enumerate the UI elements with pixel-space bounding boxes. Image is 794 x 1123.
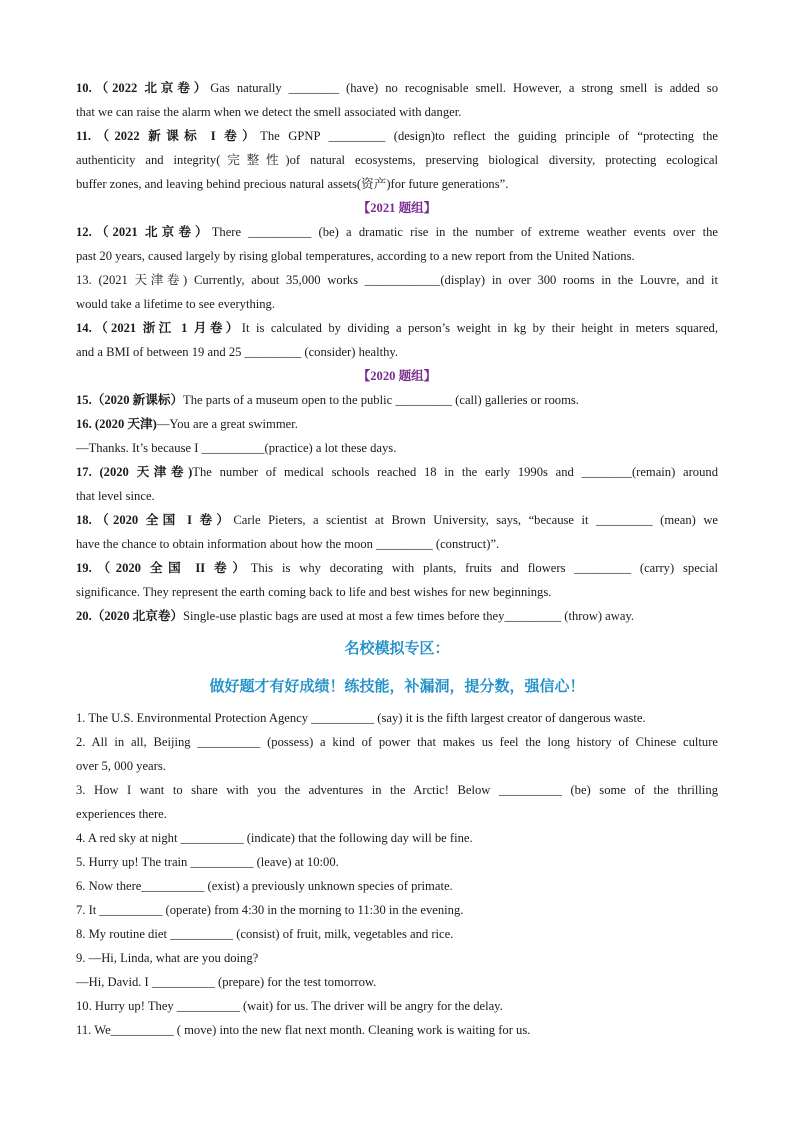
exercise-text: —Hi, David. I __________ (prepare) for the test tomorrow. bbox=[76, 975, 377, 989]
exam-source: 18.（2020 全国 I 卷） bbox=[76, 513, 234, 527]
exercise-line bbox=[76, 412, 718, 436]
exercise-line bbox=[76, 778, 718, 802]
exam-source: 10.（2022 北京卷） bbox=[76, 81, 211, 95]
exercise-line bbox=[76, 340, 718, 364]
exercise-line bbox=[76, 532, 718, 556]
exercise-line bbox=[76, 76, 718, 100]
exercise-line bbox=[76, 436, 718, 460]
exercise-text: 7. It __________ (operate) from 4:30 in the morning to 11:30 in the evening. bbox=[76, 903, 464, 917]
exercise-text: that level since. bbox=[76, 489, 155, 503]
group-heading: 【2020 题组】 bbox=[357, 369, 437, 383]
exercise-line bbox=[76, 172, 718, 196]
exercise-text: 3. How I want to share with you the adventures in the Arctic! Below __________ (be) some of the thrilling bbox=[76, 783, 718, 797]
exercise-line bbox=[76, 730, 718, 754]
exercise-text: that we can raise the alarm when we detect the smell associated with danger. bbox=[76, 105, 462, 119]
document-page bbox=[76, 76, 718, 1042]
exam-source: 17. (2020 天津卷) bbox=[76, 465, 193, 479]
exercise-text: The GPNP _________ (design)to reflect the guiding principle of “protecting the bbox=[260, 129, 718, 143]
exercise-text: 1. The U.S. Environmental Protection Agency __________ (say) it is the fifth largest creator of dangerous waste. bbox=[76, 711, 646, 725]
group-heading: 【2021 题组】 bbox=[357, 201, 437, 215]
exercise-text: 13. (2021 天津卷) Currently, about 35,000 works ____________(display) in over 300 rooms in the Louvre, and it bbox=[76, 273, 718, 287]
exercise-text: authenticity and integrity(完整性)of natural ecosystems, preserving biological diversity, protecting ecological bbox=[76, 153, 718, 167]
exercise-line bbox=[76, 850, 718, 874]
exercise-text: There __________ (be) a dramatic rise in the number of extreme weather events over the bbox=[211, 225, 718, 239]
exercise-text: buffer zones, and leaving behind precious natural assets(资产)for future generations”. bbox=[76, 177, 509, 191]
exercise-line bbox=[76, 706, 718, 730]
exercise-text: 6. Now there__________ (exist) a previously unknown species of primate. bbox=[76, 879, 453, 893]
exercise-text: past 20 years, caused largely by rising global temperatures, according to a new report from the United Nations. bbox=[76, 249, 635, 263]
exercise-line bbox=[76, 994, 718, 1018]
exercise-text: have the chance to obtain information about how the moon _________ (construct)”. bbox=[76, 537, 500, 551]
exercise-line bbox=[76, 1018, 718, 1042]
exercise-text: The number of medical schools reached 18 in the early 1990s and ________(remain) around bbox=[192, 465, 718, 479]
exercise-line bbox=[76, 922, 718, 946]
exercise-text: 2. All in all, Beijing __________ (possess) a kind of power that makes us feel the long history of Chinese culture bbox=[76, 735, 718, 749]
exercise-line bbox=[76, 460, 718, 484]
exercise-line bbox=[76, 268, 718, 292]
exercise-text: Single-use plastic bags are used at most a few times before they_________ (throw) away. bbox=[183, 609, 635, 623]
exercise-text: This is why decorating with plants, fruits and flowers _________ (carry) special bbox=[250, 561, 718, 575]
exercise-text: Carle Pieters, a scientist at Brown University, says, “because it _________ (mean) we bbox=[233, 513, 718, 527]
exam-source: 16. (2020 天津) bbox=[76, 417, 157, 431]
exercise-line bbox=[76, 556, 718, 580]
exam-source: 19.（2020 全国 II 卷） bbox=[76, 561, 251, 575]
exercise-line bbox=[76, 220, 718, 244]
exercise-text: —Thanks. It’s because I __________(practice) a lot these days. bbox=[76, 441, 397, 455]
exercise-line bbox=[76, 802, 718, 826]
exercise-line bbox=[76, 580, 718, 604]
exercise-text: 5. Hurry up! The train __________ (leave) at 10:00. bbox=[76, 855, 339, 869]
exam-source: 14.（2021 浙江 1 月卷） bbox=[76, 321, 242, 335]
exercise-text: 11. We__________ ( move) into the new flat next month. Cleaning work is waiting for us. bbox=[76, 1023, 531, 1037]
exercise-text: significance. They represent the earth coming back to life and best wishes for new beginnings. bbox=[76, 585, 552, 599]
exercise-line bbox=[76, 826, 718, 850]
exercise-text: It is calculated by dividing a person’s weight in kg by their height in meters squared, bbox=[241, 321, 718, 335]
exercise-text: would take a lifetime to see everything. bbox=[76, 297, 275, 311]
exercise-text: and a BMI of between 19 and 25 _________ (consider) healthy. bbox=[76, 345, 398, 359]
exercise-line bbox=[76, 100, 718, 124]
exam-source: 20.（2020 北京卷） bbox=[76, 609, 184, 623]
exercise-text: 8. My routine diet __________ (consist) of fruit, milk, vegetables and rice. bbox=[76, 927, 454, 941]
exercise-text: 10. Hurry up! They __________ (wait) for us. The driver will be angry for the delay. bbox=[76, 999, 503, 1013]
exercise-line bbox=[76, 970, 718, 994]
exercise-line bbox=[76, 898, 718, 922]
exercise-text: —You are a great swimmer. bbox=[156, 417, 298, 431]
exercise-line bbox=[76, 292, 718, 316]
exercise-line bbox=[76, 604, 718, 628]
exercise-line bbox=[76, 508, 718, 532]
exam-source: 15.（2020 新课标） bbox=[76, 393, 184, 407]
exercise-text: The parts of a museum open to the public _________ (call) galleries or rooms. bbox=[183, 393, 579, 407]
exercise-text: experiences there. bbox=[76, 807, 167, 821]
exercise-line bbox=[76, 754, 718, 778]
exercise-line bbox=[76, 874, 718, 898]
exercise-line bbox=[76, 484, 718, 508]
exercise-line bbox=[76, 946, 718, 970]
exercise-text: 9. —Hi, Linda, what are you doing? bbox=[76, 951, 259, 965]
section-title: 名校模拟专区： bbox=[344, 639, 450, 657]
exercise-line bbox=[76, 124, 718, 148]
exercise-line bbox=[76, 148, 718, 172]
exercise-text: 4. A red sky at night __________ (indicate) that the following day will be fine. bbox=[76, 831, 473, 845]
exercise-text: over 5, 000 years. bbox=[76, 759, 166, 773]
exercise-line bbox=[76, 316, 718, 340]
exercise-line bbox=[76, 388, 718, 412]
exam-source: 11.（2022 新课标 I 卷） bbox=[76, 129, 261, 143]
exercise-line bbox=[76, 244, 718, 268]
exercise-text: Gas naturally ________ (have) no recognisable smell. However, a strong smell is added so bbox=[210, 81, 718, 95]
exam-source: 12.（2021 北京卷） bbox=[76, 225, 212, 239]
section-slogan: 做好题才有好成绩！练技能，补漏洞，提分数，强信心！ bbox=[209, 677, 585, 695]
